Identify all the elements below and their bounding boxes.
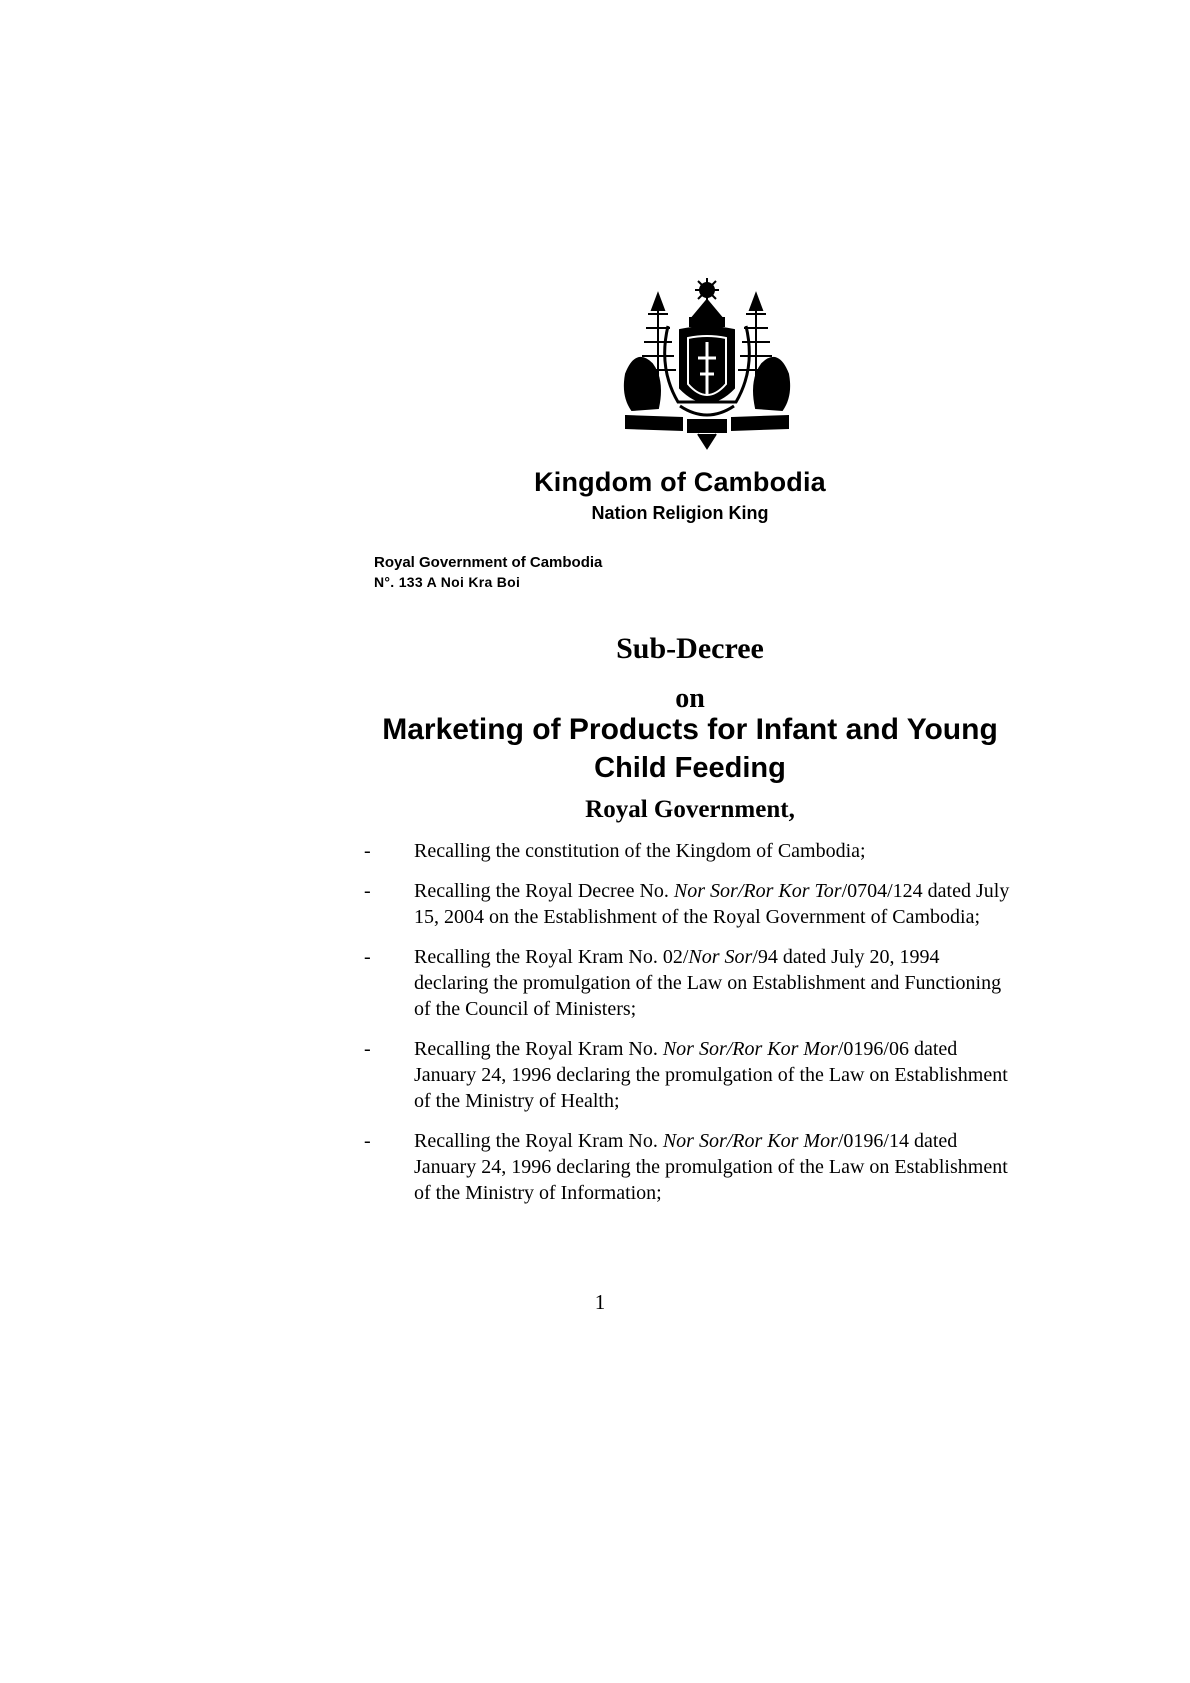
recital-text: Recalling the Royal Kram No. 02/Nor Sor/94 dated July 20, 1994 declaring the promulgation of the Law on Establishment and Functioning of the Council of Ministers; [414,946,1002,1020]
recital-item [364,1036,1024,1114]
royal-arms-of-cambodia-icon [618,278,796,454]
recital-text: Recalling the Royal Kram No. Nor Sor/Ror Kor Mor/0196/14 dated January 24, 1996 declaring the promulgation of the Law on Establishment of the Ministry of Information; [414,1130,1008,1204]
recital-text: Recalling the constitution of the Kingdom of Cambodia; [414,840,866,862]
issuing-government: Royal Government of Cambodia [374,554,603,571]
recital-item [364,838,1024,864]
recital-text: Recalling the Royal Decree No. Nor Sor/Ror Kor Tor/0704/124 dated July 15, 2004 on the Establishment of the Royal Government of Cambodia; [414,880,1010,928]
list-dash: - [364,880,371,902]
page-number: 1 [594,1290,606,1314]
decree-number: N°. 133 A Noi Kra Boi [374,574,521,590]
document-type: Sub-Decree [616,632,764,665]
document-title-line-1: Marketing of Products for Infant and Young [382,713,998,746]
issuing-authority: Royal Government, [585,796,795,823]
list-dash: - [364,1130,371,1152]
list-dash: - [364,946,371,968]
title-connector: on [675,683,705,714]
recital-text: Recalling the Royal Kram No. Nor Sor/Ror Kor Mor/0196/06 dated January 24, 1996 declaring the promulgation of the Law on Establishment of the Ministry of Health; [414,1038,1008,1112]
recitals-list [364,838,1024,1220]
list-dash: - [364,840,371,862]
recital-item [364,944,1024,1022]
list-dash: - [364,1038,371,1060]
country-name: Kingdom of Cambodia [534,467,826,497]
national-motto: Nation Religion King [591,503,769,523]
recital-item [364,878,1024,930]
recital-item [364,1128,1024,1206]
document-title-line-2: Child Feeding [594,752,786,784]
